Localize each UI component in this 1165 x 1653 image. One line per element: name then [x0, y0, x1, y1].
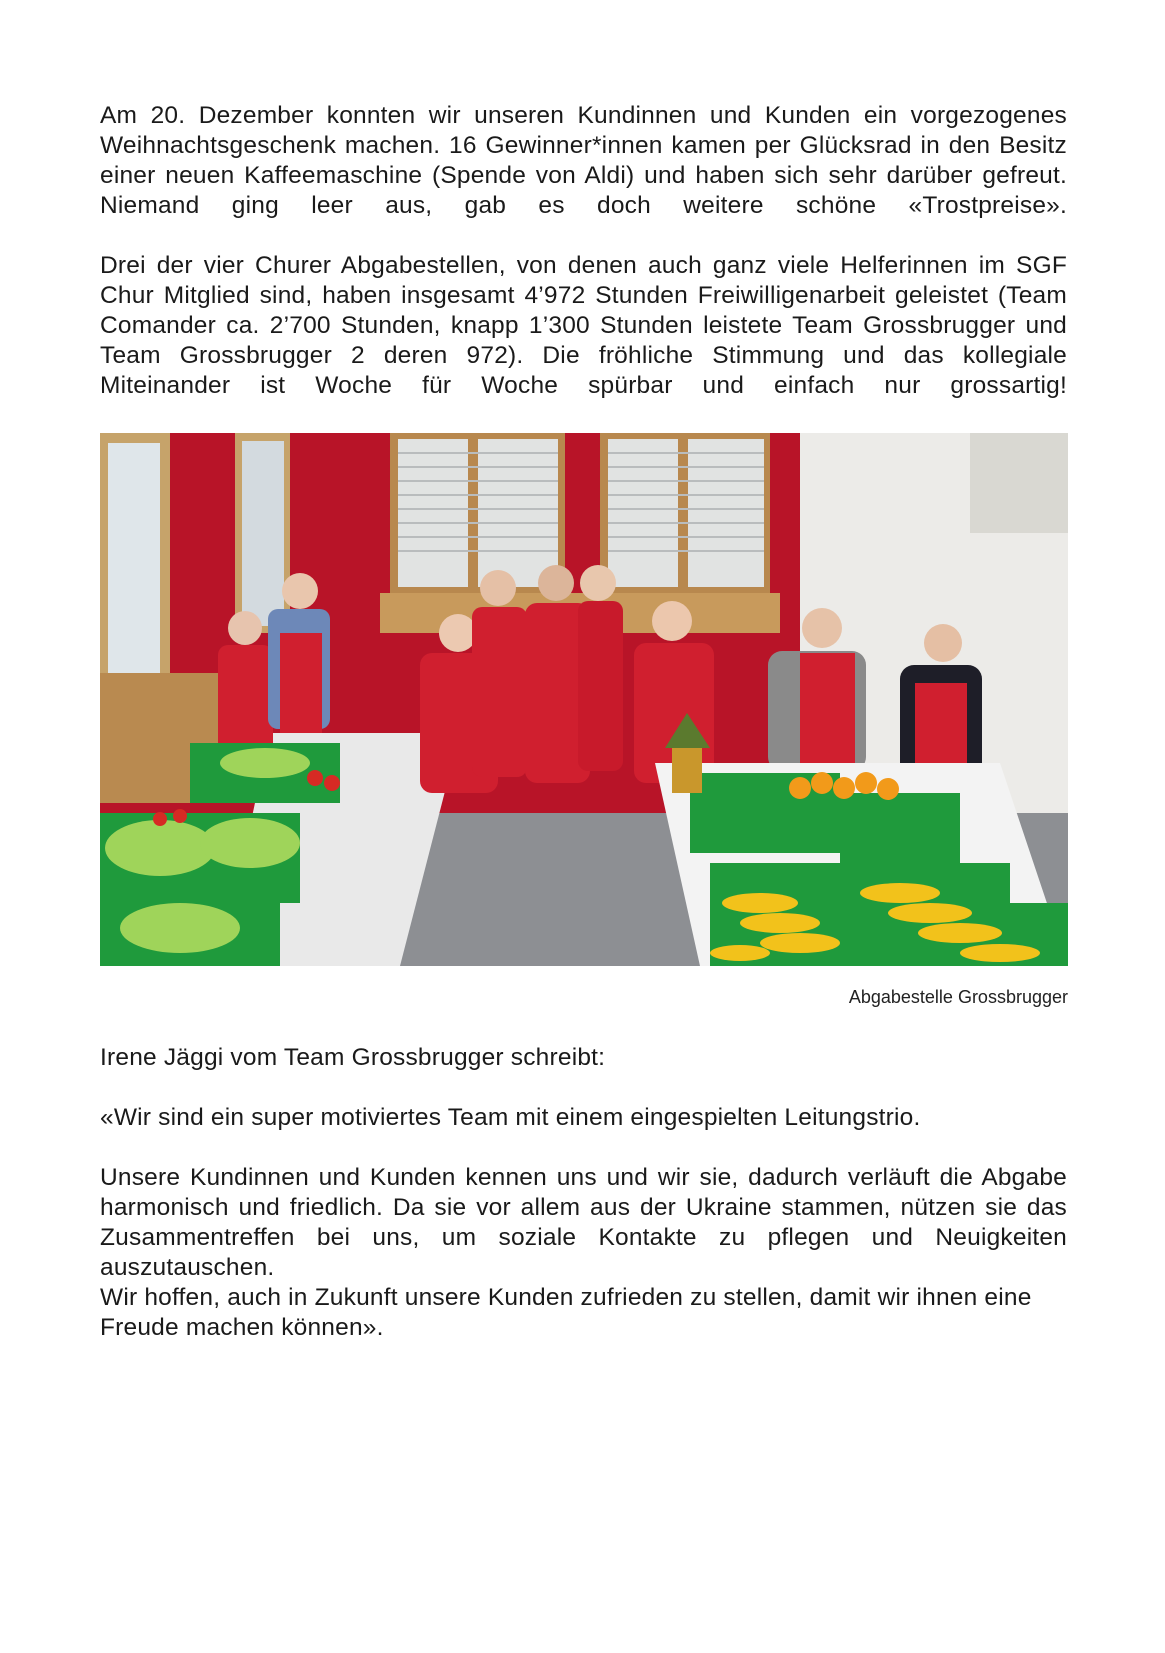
paragraph-abgabestellen-stunden: Drei der vier Churer Abgabestellen, von denen auch ganz viele Helferinnen im SGF Chur Mitglied sind, haben insgesamt 4’972 Stunden Freiwilligenarbeit geleistet (Team Comander ca. 2’700 Stunden, knapp 1’300 Stunden leistete Team Grossbrugger und Team Grossbrugger 2 deren 972). Die fröhliche Stimmung und das kollegiale Miteinander ist Woche für Woche spürbar und einfach nur grossartig! — [100, 252, 1067, 399]
paragraph-quote-zukunft: Wir hoffen, auch in Zukunft unsere Kunden zufrieden zu stellen, damit wir ihnen eine Freude machen können». — [100, 1284, 1032, 1341]
paragraph-quote-kundinnen: Unsere Kundinnen und Kunden kennen uns und wir sie, dadurch verläuft die Abgabe harmonisch und friedlich. Da sie vor allem aus der Ukraine stammen, nützen sie das Zusammentreffen bei uns, um soziale Kontakte zu pflegen und Neuigkeiten auszutauschen. — [100, 1164, 1067, 1281]
paragraph-weihnachtsgeschenk: Am 20. Dezember konnten wir unseren Kundinnen und Kunden ein vorgezogenes Weihnachtsgeschenk machen. 16 Gewinner*innen kamen per Glücksrad in den Besitz einer neuen Kaffeemaschine (Spende von Aldi) und haben sich sehr darüber gefreut. Niemand ging leer aus, gab es doch weitere schöne «Trostpreise». — [100, 102, 1067, 219]
paragraph-quote-team: «Wir sind ein super motiviertes Team mit einem eingespielten Leitungstrio. — [100, 1104, 921, 1131]
paragraph-irene-jaeggi-intro: Irene Jäggi vom Team Grossbrugger schreibt: — [100, 1044, 606, 1071]
photo-caption: Abgabestelle Grossbrugger — [848, 987, 1068, 1007]
team-photo — [100, 433, 1068, 966]
